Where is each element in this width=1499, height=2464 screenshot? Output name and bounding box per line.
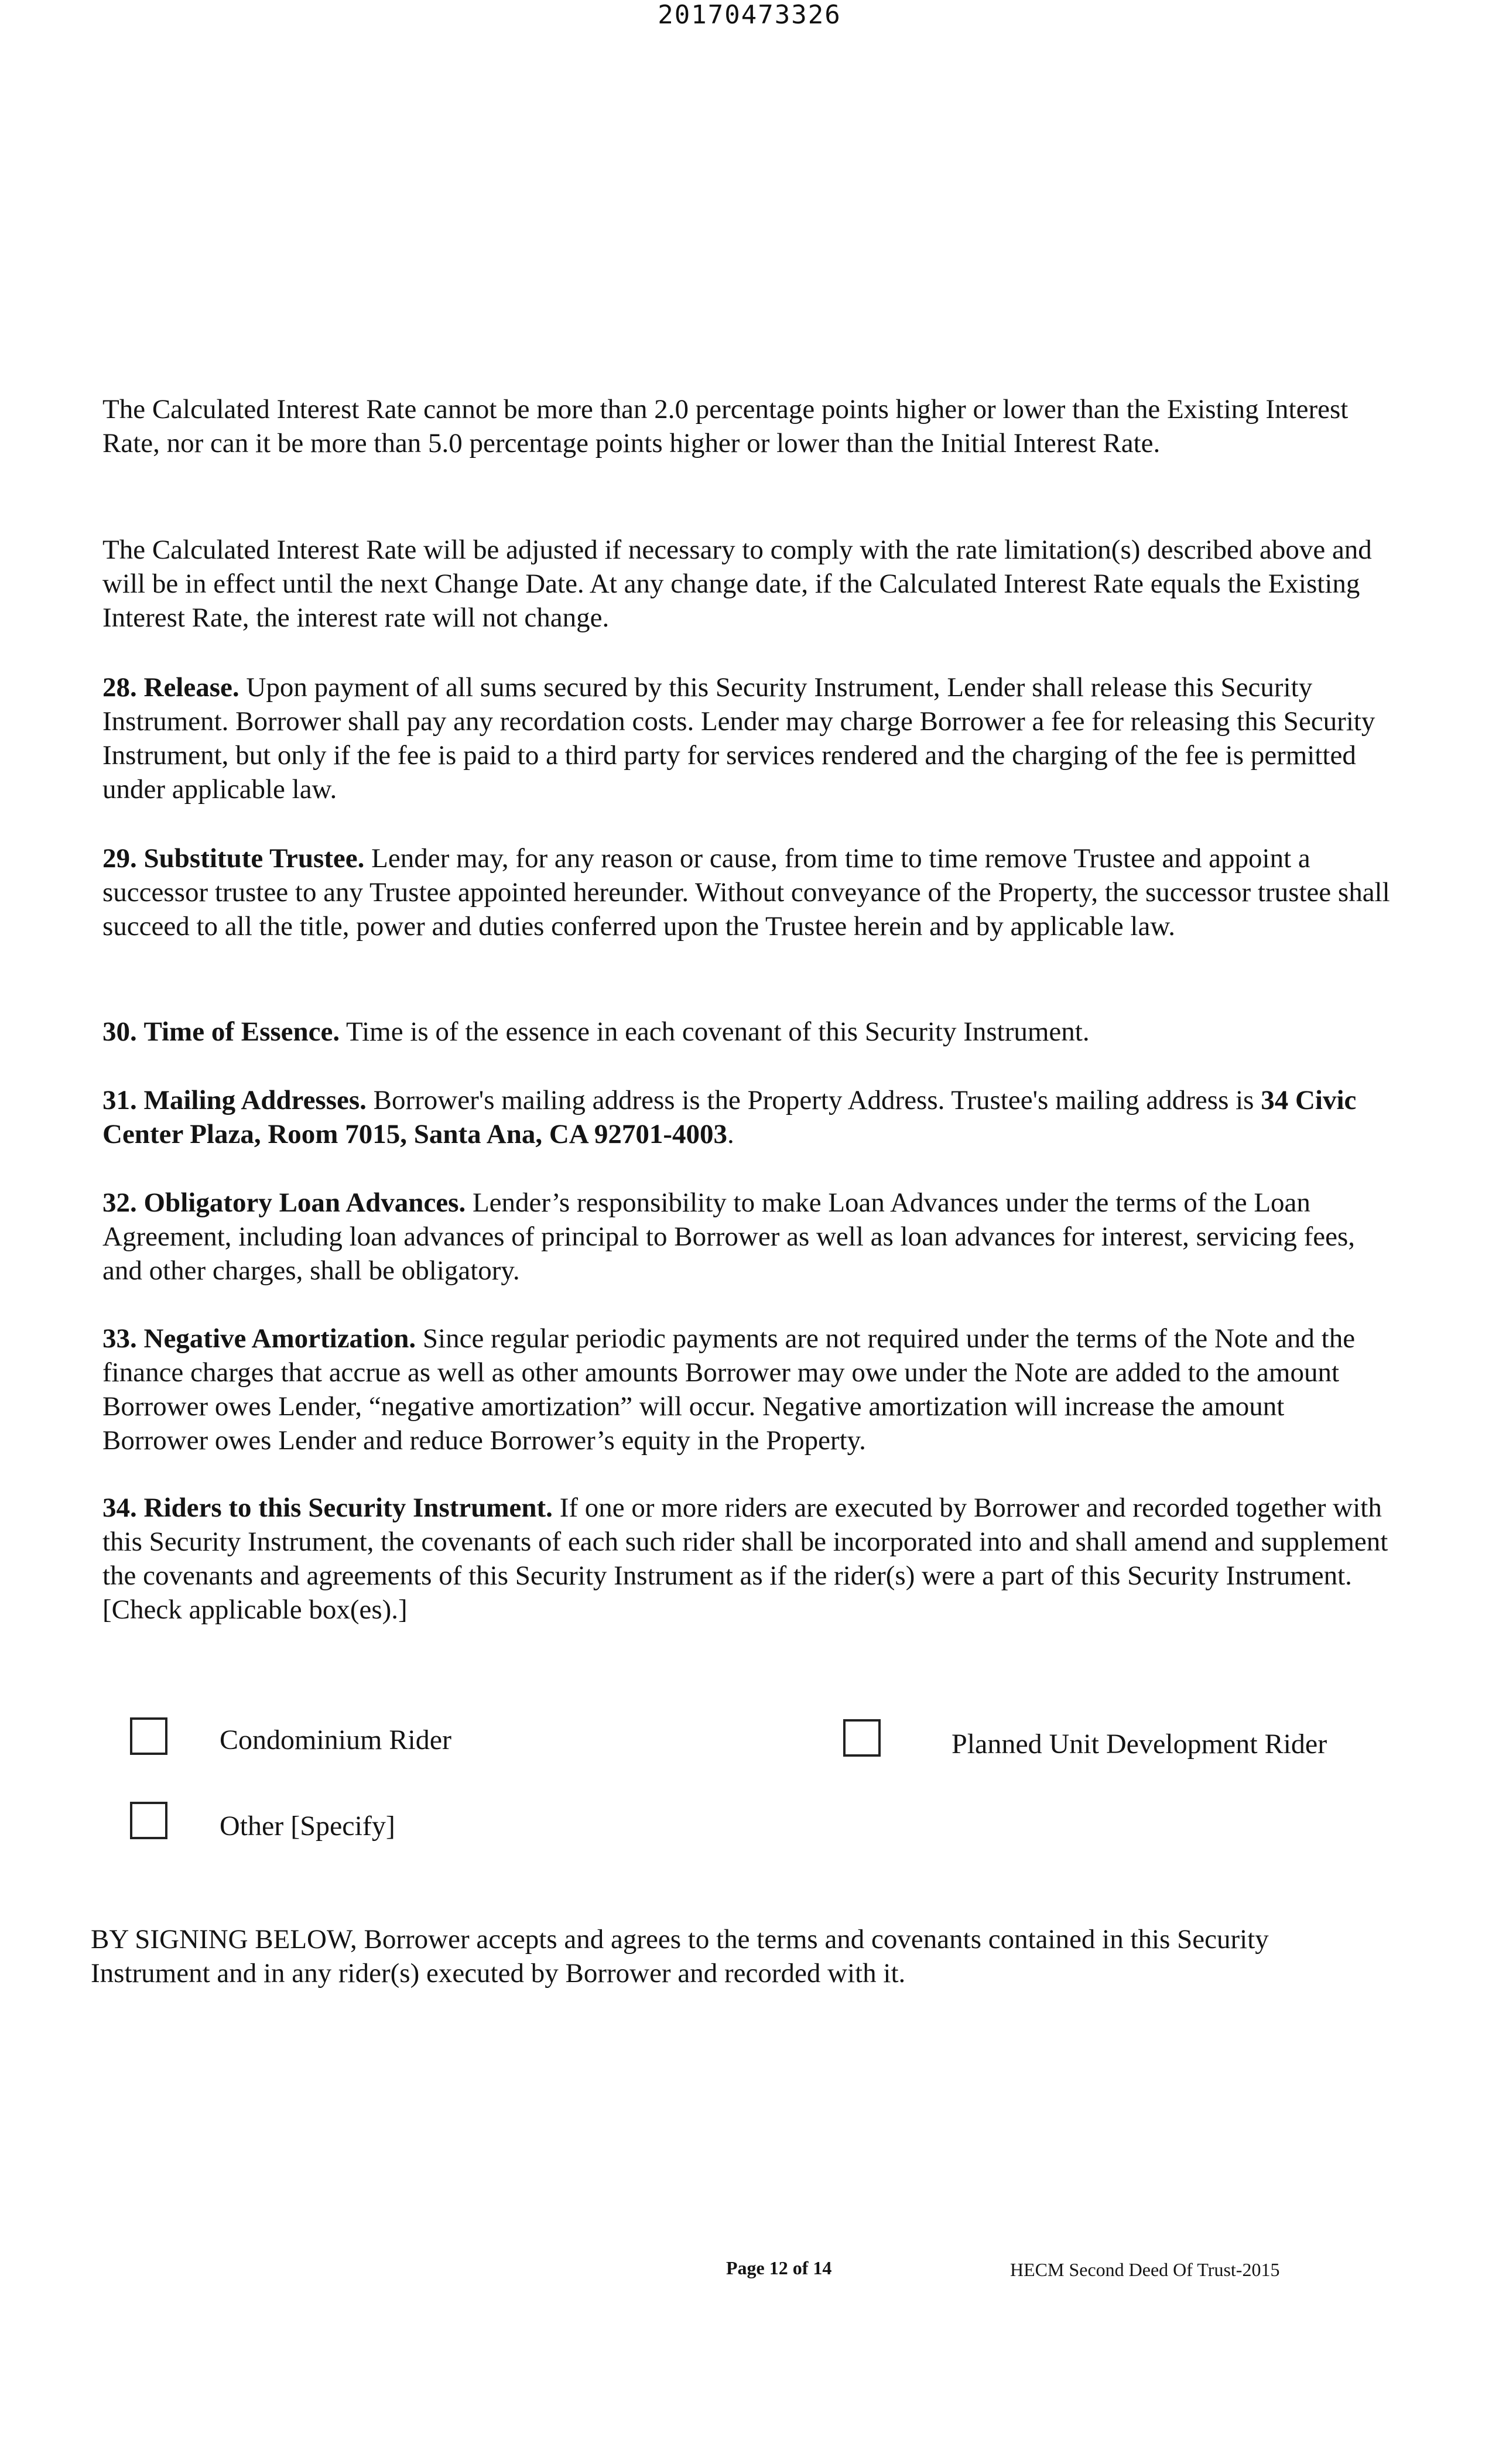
section-32-obligatory-loan-advances — [102, 1186, 1397, 1288]
pud-rider-label: Planned Unit Development Rider — [952, 1729, 1327, 1760]
section-heading: Negative Amortization. — [143, 1323, 416, 1354]
section-heading: Release. — [143, 672, 239, 703]
section-heading: Substitute Trustee. — [143, 843, 365, 874]
page-number: Page 12 of 14 — [726, 2257, 832, 2278]
rate-adjust-paragraph: The Calculated Interest Rate will be adjusted if necessary to comply with the rate limitation(s) described above and will be in effect until the next Change Date. At any change date, if the Calculated Interest Rate equals the Existing Interest Rate, the interest rate will not change. — [102, 535, 1372, 633]
section-body: Since regular periodic payments are not required under the terms of the Note and the finance charges that accrue as well as other amounts Borrower may owe under the Note are added to the amount Borrower owes Lender, “negative amortization” will occur. Negative amortization will increase the amount Borrower owes Lender and reduce Borrower’s equity in the Property. — [102, 1323, 1356, 1456]
section-28-release — [102, 670, 1397, 806]
section-body: Borrower's mailing address is the Property Address. Trustee's mailing address is — [373, 1085, 1254, 1115]
condominium-rider-checkbox[interactable] — [130, 1717, 167, 1755]
section-body: Upon payment of all sums secured by this Security Instrument, Lender shall release this Security Instrument. Borrower shall pay any recordation costs. Lender may charge Borrower a fee for releasing this Security Instrument, but only if the fee is paid to a third party for services rendered and the charging of the fee is permitted under applicable law. — [102, 672, 1375, 805]
section-33-negative-amortization — [102, 1322, 1397, 1457]
address-end: . — [727, 1119, 734, 1149]
section-30-time-of-essence — [102, 1015, 1397, 1049]
condominium-rider-label: Condominium Rider — [220, 1724, 451, 1755]
form-name: HECM Second Deed Of Trust-2015 — [1010, 2259, 1280, 2280]
section-number: 28. — [102, 672, 137, 703]
section-29-substitute-trustee — [102, 841, 1397, 943]
section-heading: Mailing Addresses. — [143, 1085, 367, 1115]
section-number: 34. — [102, 1493, 137, 1523]
section-heading: Riders to this Security Instrument. — [143, 1493, 553, 1523]
section-number: 29. — [102, 843, 137, 874]
section-heading: Obligatory Loan Advances. — [143, 1187, 466, 1218]
rate-limit-paragraph: The Calculated Interest Rate cannot be more than 2.0 percentage points higher or lower than the Existing Interest Rate, nor can it be more than 5.0 percentage points higher or lower than the Initial Interest Rate. — [102, 394, 1349, 458]
section-heading: Time of Essence. — [143, 1017, 340, 1047]
section-31-mailing-addresses — [102, 1083, 1397, 1151]
section-number: 31. — [102, 1085, 137, 1115]
document-number: 20170473326 — [658, 0, 841, 30]
section-number: 32. — [102, 1187, 137, 1218]
section-body: Time is of the essence in each covenant of this Security Instrument. — [346, 1017, 1090, 1047]
trustee-address: 34 Civic Center Plaza, Room 7015, Santa Ana, CA 92701-4003 — [102, 1085, 1357, 1149]
section-34-riders — [102, 1491, 1397, 1627]
section-body: If one or more riders are executed by Borrower and recorded together with this Security Instrument, the covenants of each such rider shall be incorporated into and shall amend and supplement the covenants and agreements of this Security Instrument as if the rider(s) were a part of this Security Instrument. [Check applicable box(es).] — [102, 1493, 1388, 1625]
other-rider-label: Other [Specify] — [220, 1811, 395, 1842]
section-number: 30. — [102, 1017, 137, 1047]
other-rider-checkbox[interactable] — [130, 1802, 167, 1839]
section-body: Lender may, for any reason or cause, from time to time remove Trustee and appoint a successor trustee to any Trustee appointed hereunder. Without conveyance of the Property, the successor trustee shall succeed to all the title, power and duties conferred upon the Trustee herein and by applicable law. — [102, 843, 1390, 942]
section-number: 33. — [102, 1323, 137, 1354]
section-body: Lender’s responsibility to make Loan Advances under the terms of the Loan Agreement, including loan advances of principal to Borrower as well as loan advances for interest, servicing fees, and other charges, shall be obligatory. — [102, 1187, 1356, 1286]
pud-rider-checkbox[interactable] — [843, 1719, 881, 1757]
signing-statement: BY SIGNING BELOW, Borrower accepts and agrees to the terms and covenants contained in this Security Instrument and in any rider(s) executed by Borrower and recorded with it. — [91, 1924, 1269, 1989]
